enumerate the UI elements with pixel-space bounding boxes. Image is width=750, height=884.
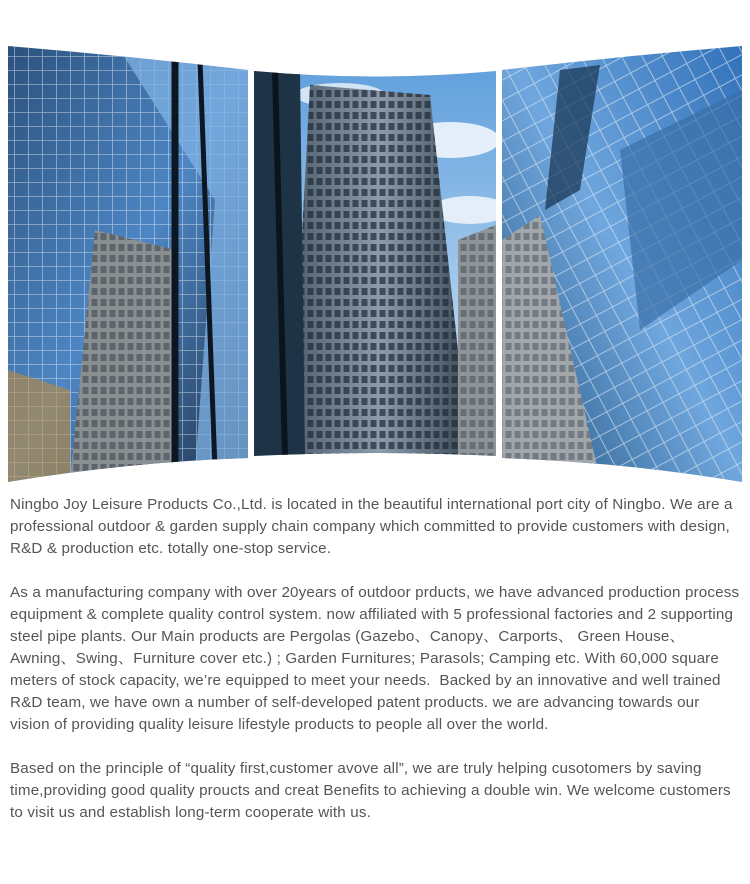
company-intro [10, 494, 742, 824]
building-panel-right [500, 40, 750, 490]
intro-paragraph: Ningbo Joy Leisure Products Co.,Ltd. is located in the beautiful international port city of Ningbo. We are a professional outdoor & garden supply chain company which committed to provide customers with design, R&D & production etc. totally one-stop service. [10, 496, 737, 557]
intro-paragraph: Based on the principle of “quality first,customer avove all”, we are truly helping cusotomers by saving time,providing good quality proucts and creat Benefits to achieving a double win. We welcome customers to visit us and establish long-term cooperate with us. [10, 760, 736, 821]
building-panel-left [0, 40, 260, 490]
building-panel-center [250, 60, 510, 470]
intro-paragraph: As a manufacturing company with over 20years of outdoor prducts, we have advanced production process equipment & complete quality control system. now affiliated with 5 professional factories and 2 supporting steel pipe plants. Our Main products are Pergolas (Gazebo、Canopy、Carports、 Green House、Awning、Swing、Furniture cover etc.) ; Garden Furnitures; Parasols; Camping etc. With 60,000 square meters of stock capacity, we’re equipped to meet your needs. Backed by an innovative and well trained R&D team, we have own a number of self-developed patent products. we are advancing towards our vision of providing quality leisure lifestyle products to people all over the world. [10, 584, 744, 733]
